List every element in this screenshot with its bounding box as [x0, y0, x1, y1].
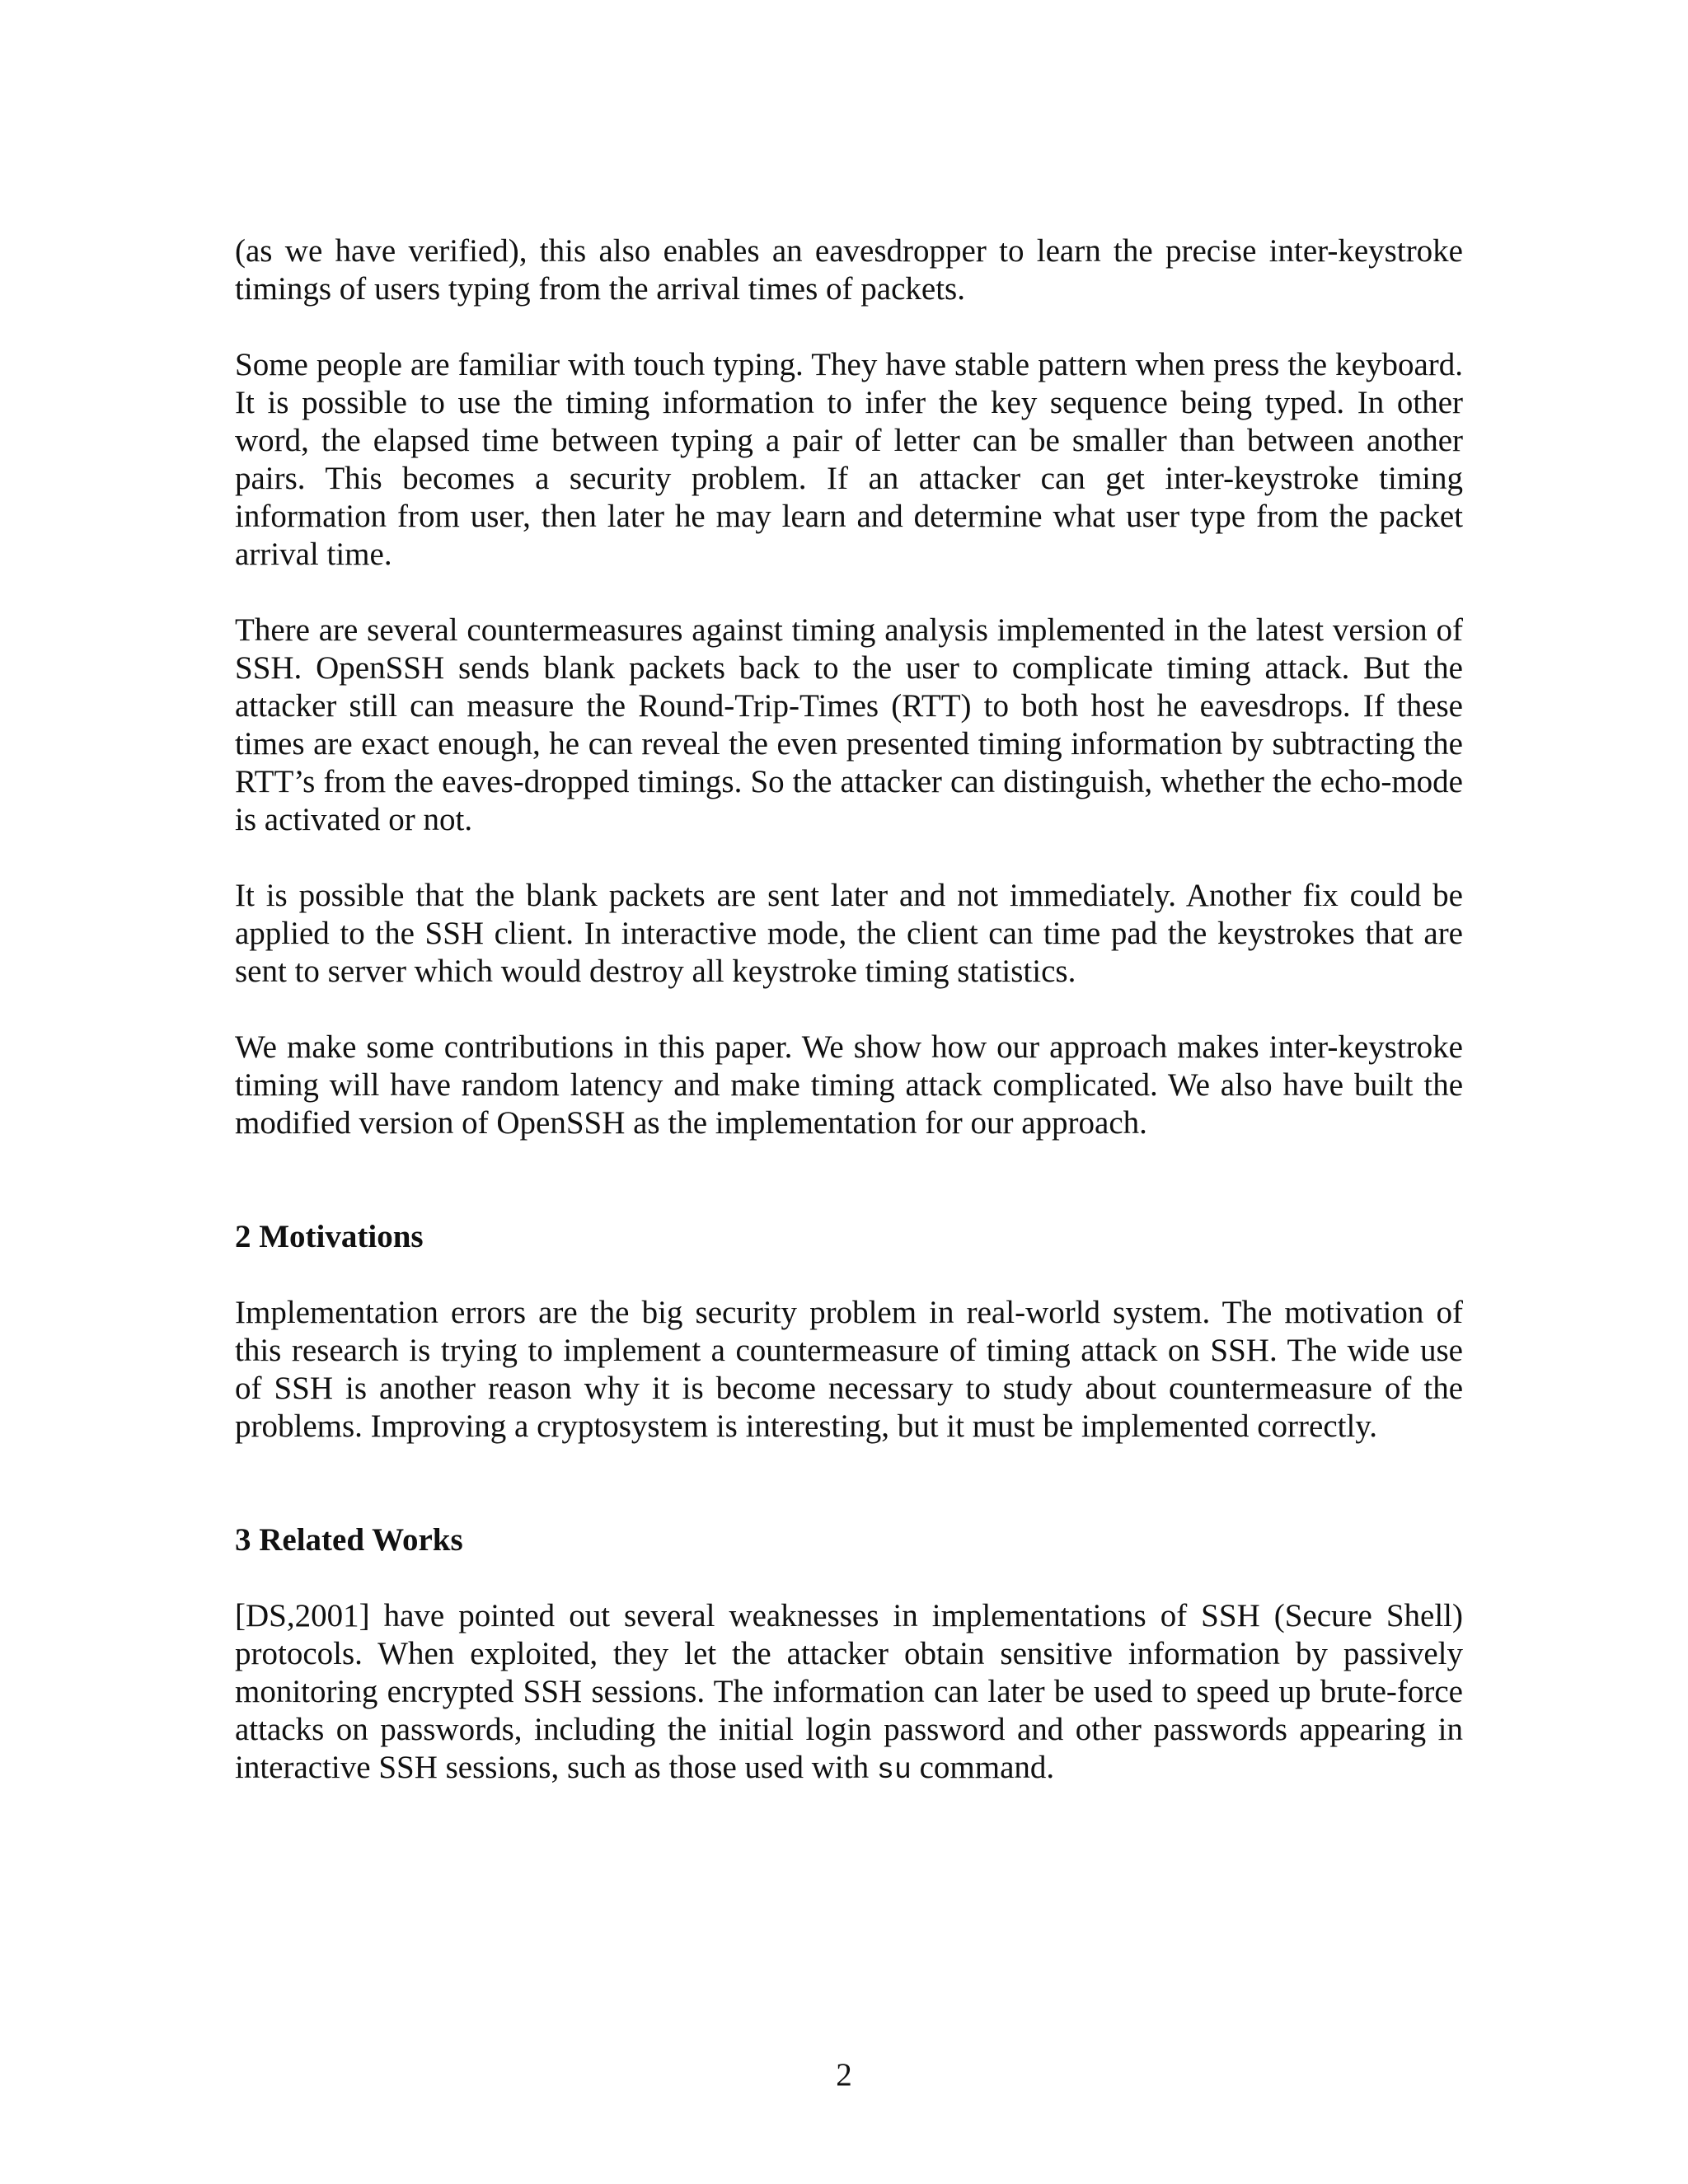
su-command-code: su	[876, 1754, 912, 1787]
intro-paragraph-3: There are several countermeasures against timing analysis implemented in the latest version of SSH. OpenSSH sends blank packets back to the user to complicate timing attack. But the attacker still can measure the Round-Trip-Times (RTT) to both host he eavesdrops. If these times are exact enough, he can reveal the even presented timing information by subtracting the RTT’s from the eaves-dropped timings. So the attacker can distinguish, whether the echo-mode is activated or not.	[235, 612, 1463, 837]
intro-paragraph-1: (as we have verified), this also enables an eavesdropper to learn the precise inter-keystroke timings of users typing from the arrival times of packets.	[235, 233, 1463, 307]
page-number: 2	[836, 2057, 852, 2093]
page-body	[235, 232, 1463, 1827]
section-heading-related-works: 3 Related Works	[235, 1522, 463, 1558]
related-works-paragraph	[235, 1597, 1463, 1789]
section-heading-motivations: 2 Motivations	[235, 1219, 424, 1254]
related-works-text: [DS,2001] have pointed out several weaknesses in implementations of SSH (Secure Shell) protocols. When exploited, they let the attacker obtain sensitive information by passively monitoring encrypted SSH sessions. The information can later be used to speed up brute-force attacks on passwords, including the initial login password and other passwords appearing in interactive SSH sessions, such as those used with	[235, 1598, 1463, 1785]
intro-paragraph-4: It is possible that the blank packets are sent later and not immediately. Another fix could be applied to the SSH client. In interactive mode, the client can time pad the keystrokes that are sent to server which would destroy all keystroke timing statistics.	[235, 878, 1463, 989]
motivations-paragraph: Implementation errors are the big security problem in real-world system. The motivation of this research is trying to implement a countermeasure of timing attack on SSH. The wide use of SSH is another reason why it is become necessary to study about countermeasure of the problems. Improving a cryptosystem is interesting, but it must be implemented correctly.	[235, 1295, 1463, 1444]
intro-paragraph-5: We make some contributions in this paper. We show how our approach makes inter-keystroke timing will have random latency and make timing attack complicated. We also have built the modified version of OpenSSH as the implementation for our approach.	[235, 1029, 1463, 1141]
related-works-text-end: command.	[919, 1750, 1055, 1785]
intro-paragraph-2: Some people are familiar with touch typing. They have stable pattern when press the keyboard. It is possible to use the timing information to infer the key sequence being typed. In other word, the elapsed time between typing a pair of letter can be smaller than between another pairs. This becomes a security problem. If an attacker can get inter-keystroke timing information from user, then later he may learn and determine what user type from the packet arrival time.	[235, 347, 1463, 572]
